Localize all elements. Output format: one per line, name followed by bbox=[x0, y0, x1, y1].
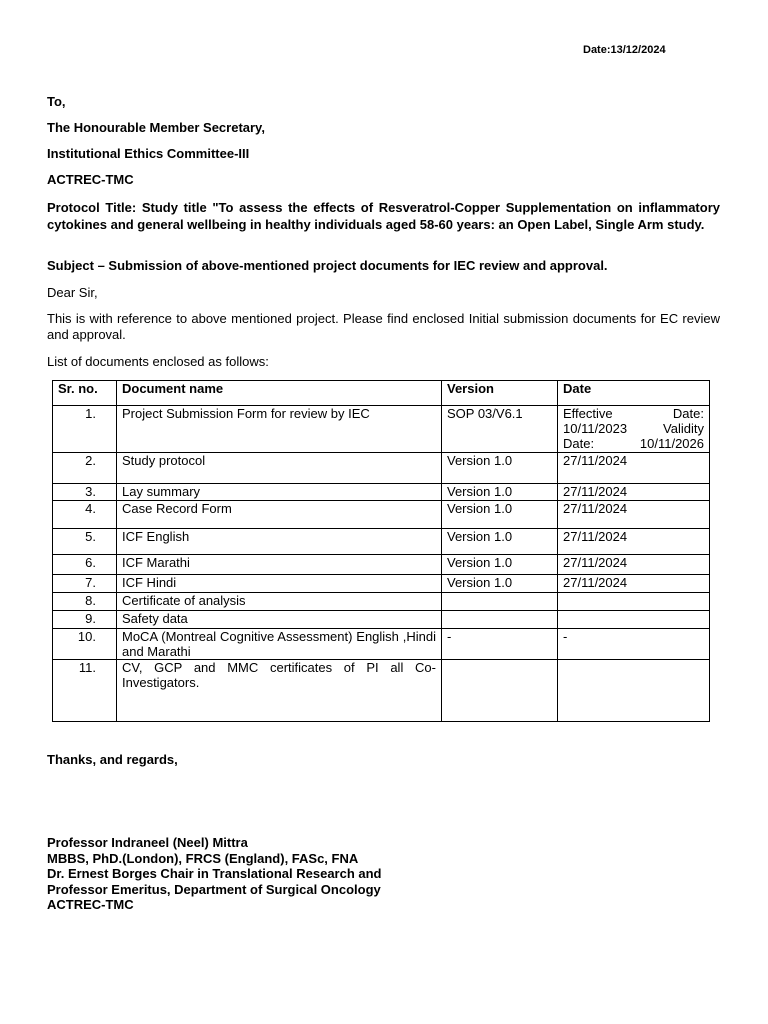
list-intro: List of documents enclosed as follows: bbox=[47, 354, 269, 369]
cell-sr: 8. bbox=[53, 593, 117, 611]
cell-sr: 3. bbox=[53, 484, 117, 501]
cell-date: 27/11/2024 bbox=[558, 501, 710, 529]
greeting: Dear Sir, bbox=[47, 285, 98, 300]
table-row bbox=[53, 501, 710, 529]
cell-sr: 10. bbox=[53, 629, 117, 660]
table-row bbox=[53, 555, 710, 575]
cell-document-name: Certificate of analysis bbox=[117, 593, 442, 611]
header-date: Date bbox=[558, 381, 710, 406]
cell-document-name: Safety data bbox=[117, 611, 442, 629]
cell-document-name: Lay summary bbox=[117, 484, 442, 501]
signature-block bbox=[47, 835, 382, 913]
header-version: Version bbox=[442, 381, 558, 406]
recipient-committee: Institutional Ethics Committee-III bbox=[47, 146, 250, 161]
cell-date: 27/11/2024 bbox=[558, 555, 710, 575]
signatory-chair: Dr. Ernest Borges Chair in Translational Research and bbox=[47, 866, 382, 881]
cell-date: 27/11/2024 bbox=[558, 484, 710, 501]
table-row bbox=[53, 629, 710, 660]
cell-sr: 1. bbox=[53, 406, 117, 453]
cell-sr: 7. bbox=[53, 575, 117, 593]
table-row bbox=[53, 593, 710, 611]
cell-document-name: ICF Marathi bbox=[117, 555, 442, 575]
cell-document-name: Study protocol bbox=[117, 453, 442, 484]
recipient-title: The Honourable Member Secretary, bbox=[47, 120, 265, 135]
cell-document-name: Case Record Form bbox=[117, 501, 442, 529]
cell-document-name: CV, GCP and MMC certificates of PI all Co-Investigators. bbox=[117, 660, 442, 722]
table-row bbox=[53, 453, 710, 484]
table-row bbox=[53, 529, 710, 555]
signatory-position: Professor Emeritus, Department of Surgical Oncology bbox=[47, 881, 381, 897]
table-row bbox=[53, 611, 710, 629]
table-row bbox=[53, 575, 710, 593]
cell-date bbox=[558, 611, 710, 629]
signatory-degrees: MBBS, PhD.(London), FRCS (England), FASc, FNA bbox=[47, 850, 359, 866]
subject-line: Subject – Submission of above-mentioned project documents for IEC review and approval. bbox=[47, 258, 608, 273]
signatory-org: ACTREC-TMC bbox=[47, 897, 134, 912]
cell-sr: 11. bbox=[53, 660, 117, 722]
cell-date: 27/11/2024 bbox=[558, 453, 710, 484]
cell-document-name: ICF English bbox=[117, 529, 442, 555]
cell-sr: 4. bbox=[53, 501, 117, 529]
cell-date bbox=[558, 593, 710, 611]
table-header-row bbox=[53, 381, 710, 406]
cell-document-name: Project Submission Form for review by IEC bbox=[117, 406, 442, 453]
closing: Thanks, and regards, bbox=[47, 752, 178, 767]
letter-date: Date:13/12/2024 bbox=[583, 44, 666, 56]
body-paragraph: This is with reference to above mentioned project. Please find enclosed Initial submission documents for EC review and approval. bbox=[47, 311, 720, 342]
cell-sr: 9. bbox=[53, 611, 117, 629]
cell-version bbox=[442, 611, 558, 629]
header-sr-no: Sr. no. bbox=[53, 381, 117, 406]
header-document-name: Document name bbox=[117, 381, 442, 406]
cell-version: - bbox=[442, 629, 558, 660]
table-row bbox=[53, 406, 710, 453]
table-row bbox=[53, 660, 710, 722]
cell-document-name: ICF Hindi bbox=[117, 575, 442, 593]
salutation-to: To, bbox=[47, 94, 66, 109]
cell-version: Version 1.0 bbox=[442, 575, 558, 593]
cell-document-name: MoCA (Montreal Cognitive Assessment) English ,Hindi and Marathi bbox=[117, 629, 442, 660]
cell-sr: 6. bbox=[53, 555, 117, 575]
signatory-name: Professor Indraneel (Neel) Mittra bbox=[47, 835, 248, 850]
cell-version: Version 1.0 bbox=[442, 453, 558, 484]
cell-version: Version 1.0 bbox=[442, 501, 558, 529]
documents-table bbox=[52, 380, 710, 722]
table-row bbox=[53, 484, 710, 501]
cell-version: SOP 03/V6.1 bbox=[442, 406, 558, 453]
cell-version bbox=[442, 593, 558, 611]
cell-version: Version 1.0 bbox=[442, 529, 558, 555]
cell-version bbox=[442, 660, 558, 722]
cell-sr: 2. bbox=[53, 453, 117, 484]
cell-sr: 5. bbox=[53, 529, 117, 555]
cell-date: Effective Date: 10/11/2023 Validity Date: 10/11/2026 bbox=[558, 406, 710, 453]
cell-version: Version 1.0 bbox=[442, 555, 558, 575]
recipient-org: ACTREC-TMC bbox=[47, 172, 134, 187]
cell-date: 27/11/2024 bbox=[558, 529, 710, 555]
cell-date: - bbox=[558, 629, 710, 660]
cell-date: 27/11/2024 bbox=[558, 575, 710, 593]
protocol-title: Protocol Title: Study title "To assess the effects of Resveratrol-Copper Supplementation on inflammatory cytokines and general wellbeing in healthy individuals aged 58-60 years: an Open Label, Single Arm study. bbox=[47, 200, 720, 232]
cell-version: Version 1.0 bbox=[442, 484, 558, 501]
cell-date bbox=[558, 660, 710, 722]
